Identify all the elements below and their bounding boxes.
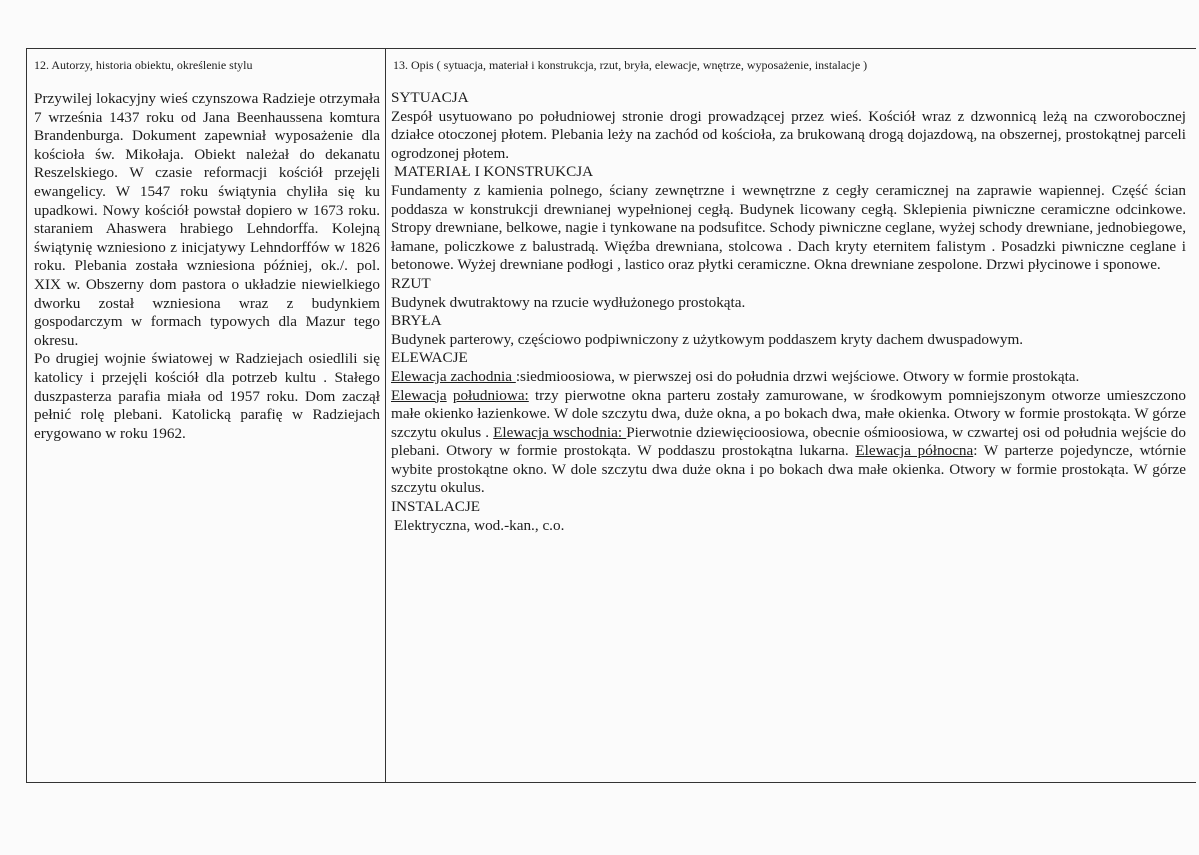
label-elewacja-polnocna: Elewacja północna bbox=[855, 442, 974, 460]
history-column bbox=[34, 90, 380, 443]
history-paragraph-1: Przywilej lokacyjny wieś czynszowa Radzieje otrzymała 7 września 1437 roku od Jana Beenhaussena komtura Brandenburga. Dokument zapewniał wyposażenie dla kościoła św. Mikołaja. Obiekt należał do dekanatu Reszelskiego. W czasie reformacji kościół przejęli ewangelicy. W 1547 roku świątynia chyliła się ku upadkowi. Nowy kościół powstał dopiero w 1673 roku. staraniem Ahaswera hrabiego Lehndorffa. Kolejną świątynię wzniesiono z inicjatywy Lehndorffów w 1826 roku. Plebania została wzniesiona później, ok./. pol. XIX w. Obszerny dom pastora o układzie niewielkiego dworku został wzniesiona wraz z budynkiem gospodarczym w formach typowych dla Mazur tego okresu. bbox=[34, 90, 380, 349]
section-13-header: 13. Opis ( sytuacja, materiał i konstrukcja, rzut, bryła, elewacje, wnętrze, wyposażenie, instalacje ) bbox=[393, 58, 868, 72]
history-paragraph-2: Po drugiej wojnie światowej w Radziejach osiedlili się katolicy i przejęli kościół dla potrzeb kultu . Stałego duszpasterza parafia miała od 1957 roku. Dom zaczął pełnić rolę plebani. Katolicką parafię w Radziejach erygowano w roku 1962. bbox=[34, 350, 380, 442]
heading-instalacje: INSTALACJE bbox=[391, 498, 481, 516]
table-top-border bbox=[26, 48, 1196, 49]
label-elewacja-wschodnia: Elewacja wschodnia: bbox=[493, 423, 627, 441]
heading-rzut: RZUT bbox=[391, 274, 431, 292]
desc-elewacja-zachodnia: :siedmioosiowa, w pierwszej osi do południa drzwi wejściowe. Otwory w formie prostokąta. bbox=[515, 367, 1080, 385]
text-bryla: Budynek parterowy, częściowo podpiwniczony z użytkowym poddaszem kryty dachem dwuspadowym. bbox=[391, 330, 1024, 348]
label-elewacja-poludniowa-2: południowa: bbox=[452, 386, 529, 404]
heading-sytuacja: SYTUACJA bbox=[391, 89, 469, 106]
description-column bbox=[391, 89, 1186, 535]
desc-elewacja-wschodnia: Pierwotnie dziewięcioosiowa, obecnie ośmioosiowa, w czwartej osi od południa wejście do plebani. Otwory w formie prostokąta. W poddaszu prostokątna lukarna. bbox=[391, 423, 1186, 460]
text-elewacja-zachodnia bbox=[391, 368, 1186, 387]
table-left-border bbox=[26, 48, 27, 782]
heading-material: MATERIAŁ I KONSTRUKCJA bbox=[394, 163, 594, 181]
table-bottom-border bbox=[26, 782, 1196, 783]
text-rzut: Budynek dwutraktowy na rzucie wydłużonego prostokąta. bbox=[391, 293, 746, 311]
column-divider bbox=[385, 48, 386, 782]
section-12-header: 12. Autorzy, historia obiektu, określenie stylu bbox=[34, 58, 253, 72]
desc-elewacja-polnocna: : W parterze pojedyncze, wtórnie wybite prostokątne okno. W dole szczytu dwa duże okna i po bokach dwa małe okienka. Otwory w formie prostokąta. W górze szczytu okulus. bbox=[391, 442, 1186, 497]
desc-elewacja-poludniowa: trzy pierwotne okna parteru zostały zamurowane, w środkowym pomniejszonym otworze umieszczono małe okienko łazienkowe. W dole szczytu dwa, duże okna, a po bokach dwa, małe okienka. Otwory w formie prostokąta. W górze szczytu okulus . bbox=[391, 386, 1186, 441]
text-sytuacja: Zespół usytuowano po południowej stronie drogi prowadzącej przez wieś. Kościół wraz z dzwonnicą leżą na czworobocznej działce otoczonej płotem. Plebania leży na zachód od kościoła, za brukowaną drogą dojazdową, na obszernej, prostokątnej parceli ogrodzonej płotem. bbox=[391, 107, 1186, 162]
text-material: Fundamenty z kamienia polnego, ściany zewnętrzne i wewnętrzne z cegły ceramicznej na zaprawie wapiennej. Część ścian poddasza w konstrukcji drewnianej wypełnionej cegłą. Budynek licowany cegłą. Sklepienia piwniczne ceramiczne odcinkowe. Stropy drewniane, belkowe, nagie i tynkowane na podsufitce. Schody piwniczne ceglane, wyżej schody drewniane, jednobiegowe, łamane, policzkowe z balustradą. Więźba drewniana, stolcowa . Dach kryty eternitem falistym . Posadzki piwniczne ceglane i betonowe. Wyżej drewniane podłogi , lastico oraz płytki ceramiczne. Okna drewniane zespolone. Drzwi płycinowe i sponowe. bbox=[391, 181, 1186, 274]
text-instalacje: Elektryczna, wod.-kan., c.o. bbox=[394, 516, 565, 534]
text-elewacje-rest bbox=[391, 387, 1186, 499]
heading-bryla: BRYŁA bbox=[391, 312, 442, 330]
label-elewacja-zachodnia: Elewacja zachodnia bbox=[391, 367, 516, 385]
label-elewacja-poludniowa-1: Elewacja bbox=[391, 386, 447, 404]
heading-elewacje: ELEWACJE bbox=[391, 349, 468, 367]
